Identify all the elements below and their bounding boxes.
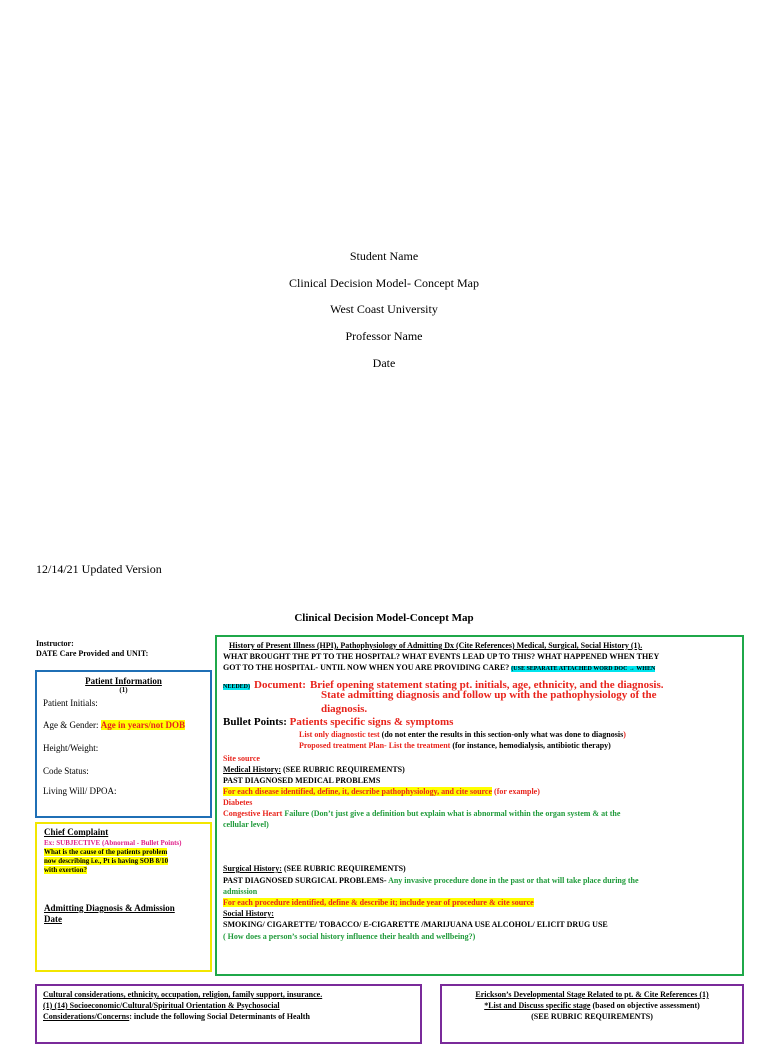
surgical-note: Any invasive procedure done in the past or that will take place during the xyxy=(386,876,639,885)
age-gender-label: Age & Gender: xyxy=(43,720,99,730)
diagnostic-test-row xyxy=(299,730,626,739)
cc-question-line-3: with exertion? xyxy=(44,866,87,874)
bullet-points-text: Patients specific signs & symptoms xyxy=(289,716,454,728)
cultural-sdoh: : include the following Social Determinants of Health xyxy=(129,1012,310,1021)
disease-note: For each disease identified, define, it, describe pathophysiology, and cite source xyxy=(223,787,493,796)
age-gender-row xyxy=(43,720,185,730)
cover-professor: Professor Name xyxy=(345,329,423,343)
treatment-plan-label: Proposed treatment Plan- List the treatment xyxy=(299,741,451,750)
chf-row xyxy=(223,809,620,818)
cultural-box xyxy=(35,984,422,1044)
chf-note: Failure (Don’t just give a definition but explain what is abnormal within the organ system & at the xyxy=(282,809,621,818)
surgical-history-row xyxy=(223,864,406,873)
medical-history-row xyxy=(223,765,405,774)
surgical-history-rubric: (SEE RUBRIC REQUIREMENTS) xyxy=(281,864,406,873)
erickson-list-discuss: *List and Discuss specific stage xyxy=(484,1001,591,1010)
hpi-question-2-note-end: NEEDED) xyxy=(223,684,251,690)
admit-dx-line-1: Admitting Diagnosis & Admission xyxy=(44,903,175,913)
map-title: Clinical Decision Model-Concept Map xyxy=(294,612,474,624)
cultural-line-3 xyxy=(43,1012,310,1021)
bullet-points-label: Bullet Points: xyxy=(223,716,287,728)
diagnostic-test-label: List only diagnostic test xyxy=(299,730,380,739)
bullet-points-row xyxy=(223,716,453,728)
document-label: Document: xyxy=(254,679,306,691)
height-weight-label: Height/Weight: xyxy=(43,743,99,753)
chief-complaint-title: Chief Complaint xyxy=(44,827,109,837)
hpi-question-2-row xyxy=(223,663,655,672)
document-line-3: diagnosis. xyxy=(321,703,368,715)
hpi-question-2-note: (USE SEPARATE ATTACHED WORD DOC → WHEN xyxy=(511,666,656,672)
smoking-label: SMOKING/ CIGARETTE/ TOBACCO/ E-CIGARETTE /MARIJUANA USE ALCOHOL/ ELICIT DRUG USE xyxy=(223,920,608,929)
erickson-line-2 xyxy=(442,1001,742,1010)
patient-info-title: Patient Information xyxy=(85,676,162,686)
hpi-question-1: WHAT BROUGHT THE PT TO THE HOSPITAL? WHAT EVENTS LEAD UP TO THIS? WHAT HAPPENED WHEN THEY xyxy=(223,652,660,661)
instructor-label: Instructor: xyxy=(36,639,74,648)
cover-student-name: Student Name xyxy=(349,249,419,263)
surgical-history-label: Surgical History: xyxy=(223,864,282,873)
patient-initials-label: Patient Initials: xyxy=(43,698,98,708)
disease-example: (for example) xyxy=(492,787,540,796)
cover-date: Date xyxy=(372,356,396,370)
social-question: ( How does a person’s social history influence their health and wellbeing?) xyxy=(223,932,476,941)
admitting-diagnosis-label xyxy=(44,903,175,925)
code-status-label: Code Status: xyxy=(43,766,89,776)
medical-history-label: Medical History: xyxy=(223,765,281,774)
erickson-line-1: Erickson’s Developmental Stage Related to pt. & Cite References (1) xyxy=(475,990,709,999)
erickson-rubric: (SEE RUBRIC REQUIREMENTS) xyxy=(531,1012,653,1021)
document-line-2: State admitting diagnosis and follow up with the pathophysiology of the xyxy=(321,689,657,701)
chief-complaint-example: Ex: SUBJECTIVE (Abnormal - Bullet Points) xyxy=(44,839,182,847)
age-gender-note: Age in years/not DOB xyxy=(100,720,185,730)
erickson-objective: (based on objective assessment) xyxy=(590,1001,700,1010)
chief-complaint-question xyxy=(44,848,168,875)
past-surgical-label: PAST DIAGNOSED SURGICAL PROBLEMS- xyxy=(223,876,387,885)
document-line-1: Brief opening statement stating pt. initials, age, ethnicity, and the diagnosis. xyxy=(309,679,664,691)
cc-question-line-1: What is the cause of the patients problem xyxy=(44,848,168,856)
past-medical-label: PAST DIAGNOSED MEDICAL PROBLEMS xyxy=(223,776,381,785)
cover-university: West Coast University xyxy=(330,302,438,316)
chf-label: Congestive Heart xyxy=(223,809,283,818)
chief-complaint-box xyxy=(35,822,212,972)
diagnostic-test-note: (do not enter the results in this section-only what was done to diagnosis xyxy=(381,730,624,739)
social-history-label: Social History: xyxy=(223,909,274,918)
treatment-plan-row xyxy=(299,741,611,750)
version-note: 12/14/21 Updated Version xyxy=(36,562,162,576)
patient-info-box xyxy=(35,670,212,818)
diagnostic-test-close: ) xyxy=(623,730,626,739)
cultural-considerations: Considerations/Concerns xyxy=(43,1012,130,1021)
treatment-plan-note: (for instance, hemodialysis, antibiotic therapy) xyxy=(452,741,611,750)
disease-note-row xyxy=(223,787,540,796)
cover-title: Clinical Decision Model- Concept Map xyxy=(289,276,479,290)
site-source: Site source xyxy=(223,754,260,763)
erickson-box xyxy=(440,984,744,1044)
past-surgical-row xyxy=(223,876,639,885)
cc-question-line-2: now describing i.e., Pt is having SOB 8/10 xyxy=(44,857,169,865)
cultural-line-2: (1) (14) Socioeconomic/Cultural/Spiritual Orientation & Psychosocial xyxy=(43,1001,280,1010)
patient-info-number: (1) xyxy=(119,686,128,694)
cultural-line-1: Cultural considerations, ethnicity, occupation, religion, family support, insurance. xyxy=(43,990,323,999)
hpi-box xyxy=(215,635,744,976)
medical-history-rubric: (SEE RUBRIC REQUIREMENTS) xyxy=(280,765,405,774)
hpi-title: History of Present Illness (HPI), Pathophysiology of Admitting Dx (Cite References) Medical, Surgical, Social History (1). xyxy=(229,641,643,650)
procedure-note: For each procedure identified, define & describe it; include year of procedure & cite source xyxy=(223,898,534,907)
living-will-label: Living Will/ DPOA: xyxy=(43,786,117,796)
diabetes-label: Diabetes xyxy=(223,798,253,807)
chf-note-end: cellular level) xyxy=(223,820,269,829)
admit-dx-line-2: Date xyxy=(44,914,62,924)
date-care-label: DATE Care Provided and UNIT: xyxy=(36,649,149,658)
surgical-note-end: admission xyxy=(223,887,258,896)
hpi-question-2: GOT TO THE HOSPITAL- UNTIL NOW WHEN YOU ARE PROVIDING CARE? xyxy=(223,663,510,672)
